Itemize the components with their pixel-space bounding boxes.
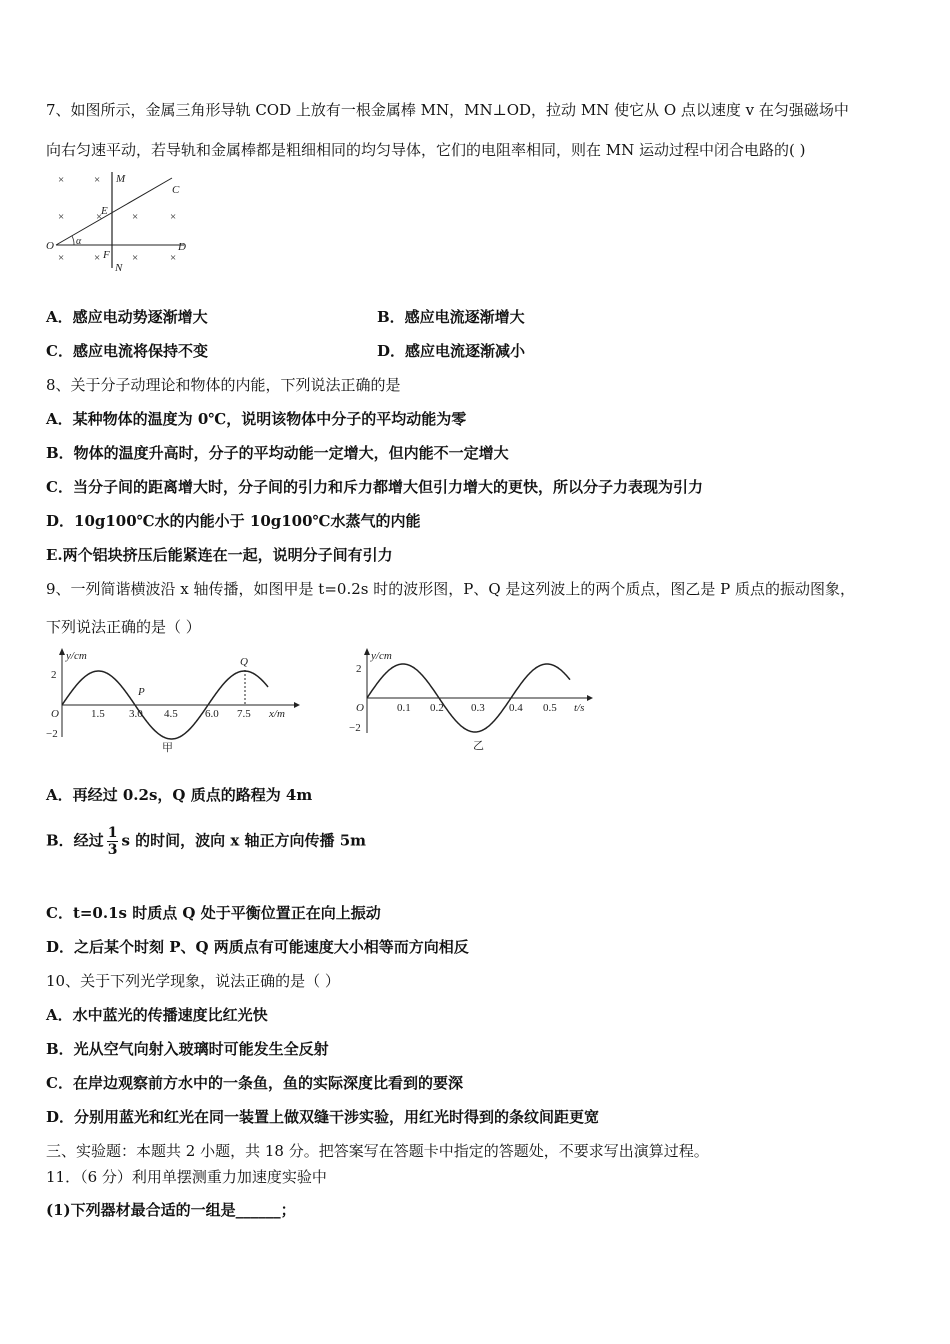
xtick-yi-5: 0.5 xyxy=(543,702,557,714)
section3-header: 三、实验题：本题共 2 小题，共 18 分。把答案写在答题卡中指定的答题处，不要求写出演算过程。 xyxy=(46,1142,709,1160)
svg-text:−: − xyxy=(189,701,194,710)
q8-option-e: E.两个铝块挤压后能紧连在一起，说明分子间有引力 xyxy=(46,546,393,564)
label-M: M xyxy=(116,173,126,185)
xtick-jia-1: 1.5 xyxy=(91,708,105,720)
xtick-jia-2: 3.0 xyxy=(129,708,143,720)
fraction-denominator: 3 xyxy=(107,842,118,858)
label-P: P xyxy=(138,686,145,698)
cross-mark: × xyxy=(170,211,177,223)
xtick-yi-2: 0.2 xyxy=(430,702,444,714)
label-Q: Q xyxy=(240,656,248,668)
xlabel-yi: t/s xyxy=(574,702,585,714)
ytick-yi-pos: 2 xyxy=(356,663,362,675)
label-alpha: α xyxy=(76,236,82,247)
q7-figure xyxy=(42,168,202,278)
graph-jia xyxy=(42,645,302,755)
graph-yi xyxy=(345,645,605,755)
cross-mark: × xyxy=(58,211,65,223)
cross-mark: × xyxy=(94,174,101,186)
cross-mark: × xyxy=(132,211,139,223)
xtick-jia-5: 7.5 xyxy=(237,708,251,720)
label-C: C xyxy=(172,184,180,196)
xtick-yi-4: 0.4 xyxy=(509,702,523,714)
label-F: F xyxy=(103,249,110,261)
q10-stem: 10、关于下列光学现象，说法正确的是（ ） xyxy=(46,972,340,990)
xtick-jia-4: 6.0 xyxy=(205,708,219,720)
rail-oc xyxy=(56,178,172,245)
q10-option-a: A．水中蓝光的传播速度比红光快 xyxy=(46,1006,268,1024)
cross-mark: × xyxy=(58,252,65,264)
ytick-jia-neg: −2 xyxy=(46,728,58,740)
q11-part1: (1)下列器材最合适的一组是______； xyxy=(46,1201,296,1219)
q8-option-a: A．某种物体的温度为 0℃，说明该物体中分子的平均动能为零 xyxy=(46,410,467,428)
fraction-numerator: 1 xyxy=(107,825,118,841)
ylabel-yi: y/cm xyxy=(371,650,392,662)
q7-stem-line2: 向右匀速平动，若导轨和金属棒都是粗细相同的均匀导体，它们的电阻率相同，则在 MN 运动过程中闭合电路的( ) xyxy=(46,141,806,159)
label-E: E xyxy=(101,205,108,217)
origin-yi: O xyxy=(356,702,364,714)
caption-yi: 乙 xyxy=(473,740,484,752)
q9-stem-line1: 9、一列简谐横波沿 x 轴传播，如图甲是 t=0.2s 时的波形图，P、Q 是这列波上的两个质点，图乙是 P 质点的振动图象， xyxy=(46,580,856,598)
q9-option-d: D．之后某个时刻 P、Q 两质点有可能速度大小相等而方向相反 xyxy=(46,938,469,956)
cross-mark: × xyxy=(132,252,139,264)
q8-option-c: C．当分子间的距离增大时，分子间的引力和斥力都增大但引力增大的更快，所以分子力表现为引力 xyxy=(46,478,703,496)
q9-option-b-suffix: s 的时间，波向 x 轴正方向传播 5m xyxy=(121,831,367,850)
origin-jia: O xyxy=(51,708,59,720)
ytick-yi-neg: −2 xyxy=(349,722,361,734)
label-D: D xyxy=(178,241,186,253)
q8-option-b: B．物体的温度升高时，分子的平均动能一定增大，但内能不一定增大 xyxy=(46,444,509,462)
q7-option-d: D．感应电流逐渐减小 xyxy=(377,342,526,360)
ytick-jia-pos: 2 xyxy=(51,669,57,681)
q11-stem: 11．（6 分）利用单摆测重力加速度实验中 xyxy=(46,1168,327,1186)
q9-option-a: A．再经过 0.2s，Q 质点的路程为 4m xyxy=(46,786,313,804)
xtick-jia-3: 4.5 xyxy=(164,708,178,720)
q8-stem: 8、关于分子动理论和物体的内能，下列说法正确的是 xyxy=(46,376,401,394)
q7-option-c: C．感应电流将保持不变 xyxy=(46,342,208,360)
q9-option-b xyxy=(46,825,366,858)
cross-mark: × xyxy=(170,252,177,264)
label-O: O xyxy=(46,240,54,252)
caption-jia: 甲 xyxy=(162,742,173,754)
q10-option-c: C．在岸边观察前方水中的一条鱼，鱼的实际深度比看到的要深 xyxy=(46,1074,463,1092)
q9-stem-line2: 下列说法正确的是（ ） xyxy=(46,618,201,636)
q7-option-b: B．感应电流逐渐增大 xyxy=(377,308,525,326)
q8-option-d: D．10g100℃水的内能小于 10g100℃水蒸气的内能 xyxy=(46,512,421,530)
q10-option-d: D．分别用蓝光和红光在同一装置上做双缝干涉实验，用红光时得到的条纹间距更宽 xyxy=(46,1108,600,1126)
xtick-yi-1: 0.1 xyxy=(397,702,411,714)
fraction-one-third xyxy=(107,825,119,858)
cross-mark: × xyxy=(94,252,101,264)
q7-stem-line1: 7、如图所示，金属三角形导轨 COD 上放有一根金属棒 MN，MN⊥OD，拉动 MN 使它从 O 点以速度 v 在匀强磁场中 xyxy=(46,101,849,119)
cross-mark: × xyxy=(58,174,65,186)
q10-option-b: B．光从空气向射入玻璃时可能发生全反射 xyxy=(46,1040,329,1058)
cross-mark: × xyxy=(96,211,103,223)
q9-option-c: C．t=0.1s 时质点 Q 处于平衡位置正在向上振动 xyxy=(46,904,381,922)
q9-option-b-prefix: B．经过 xyxy=(46,831,104,850)
ylabel-jia: y/cm xyxy=(66,650,87,662)
xtick-yi-3: 0.3 xyxy=(471,702,485,714)
label-N: N xyxy=(115,262,123,274)
xlabel-jia: x/m xyxy=(269,708,285,720)
q7-option-a: A．感应电动势逐渐增大 xyxy=(46,308,208,326)
